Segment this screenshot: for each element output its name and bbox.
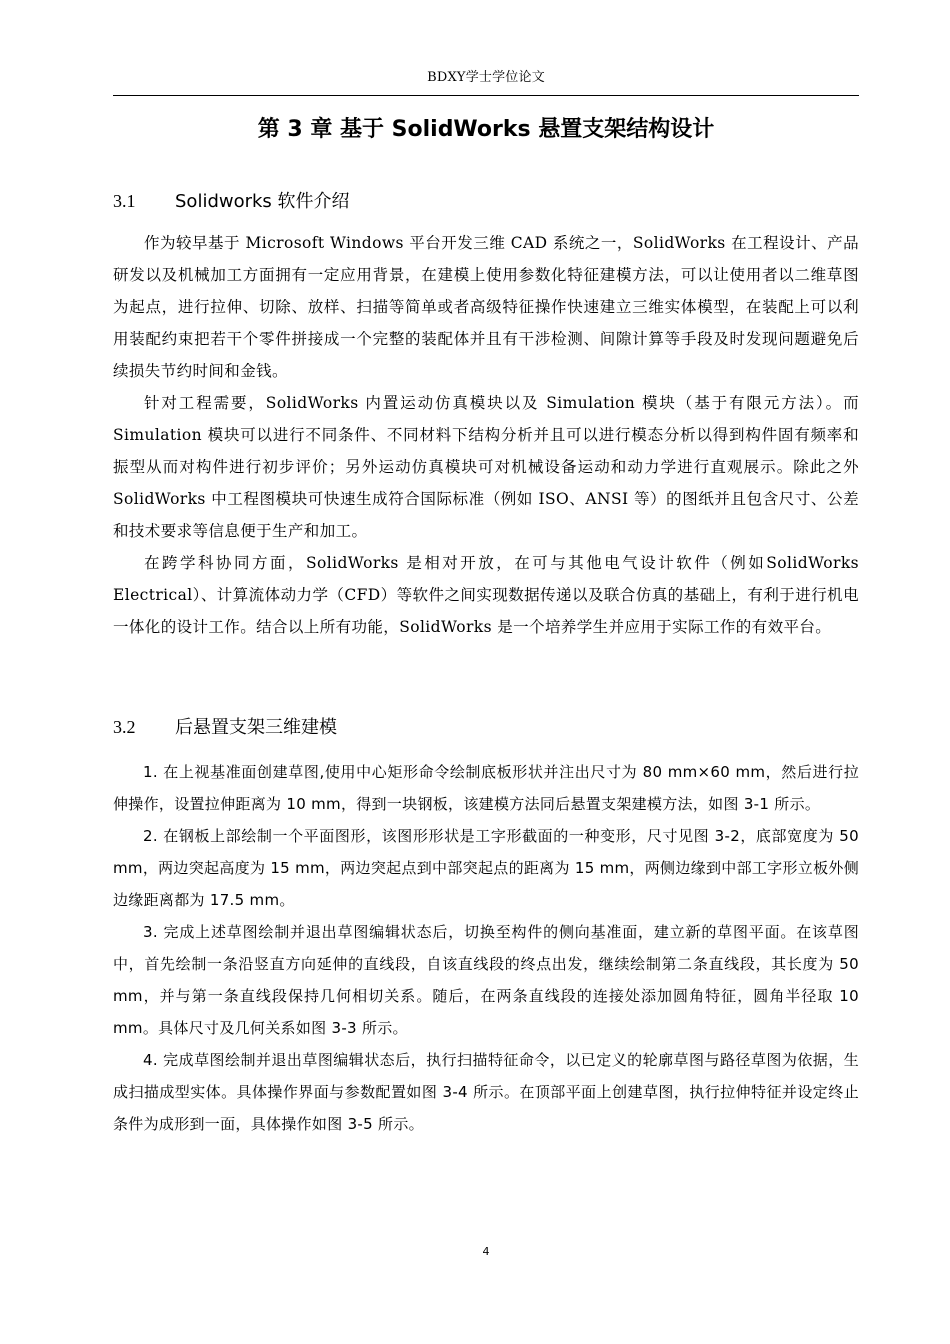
paragraph: 在跨学科协同方面，SolidWorks 是相对开放，在可与其他电气设计软件（例如SolidWorks Electrical）、计算流体动力学（CFD）等软件之间实现数据传递以及联合仿真的基础上，有利于进行机电一体化的设计工作。结合以上所有功能，SolidWorks 是一个培养学生并应用于实际工作的有效平台。 xyxy=(113,554,859,636)
page-number: 4 xyxy=(482,1245,490,1258)
section-heading-3-2 xyxy=(113,713,859,742)
step-paragraph: 4. 完成草图绘制并退出草图编辑状态后，执行扫描特征命令，以已定义的轮廓草图与路径草图为依据，生成扫描成型实体。具体操作界面与参数配置如图 3-4 所示。在顶部平面上创建草图，执行拉伸特征并设定终止条件为成形到一面，具体操作如图 3-5 所示。 xyxy=(113,1051,859,1133)
chapter-title: 第 3 章 基于 SolidWorks 悬置支架结构设计 xyxy=(257,117,715,142)
paragraph: 作为较早基于 Microsoft Windows 平台开发三维 CAD 系统之一，SolidWorks 在工程设计、产品研发以及机械加工方面拥有一定应用背景，在建模上使用参数化特征建模方法，可以让使用者以二维草图为起点，进行拉伸、切除、放样、扫描等简单或者高级特征操作快速建立三维实体模型，在装配上可以利用装配约束把若干个零件拼接成一个完整的装配体并且有干涉检测、间隙计算等手段及时发现问题避免后续损失节约时间和金钱。 xyxy=(113,234,859,380)
section-3-2-body xyxy=(113,756,859,1140)
step-paragraph: 2. 在钢板上部绘制一个平面图形，该图形形状是工字形截面的一种变形，尺寸见图 3-2，底部宽度为 50 mm，两边突起高度为 15 mm，两边突起点到中部突起点的距离为 15 mm，两侧边缘到中部工字形立板外侧边缘距离都为 17.5 mm。 xyxy=(113,827,859,909)
section-heading-3-1 xyxy=(113,187,859,216)
section-title: 后悬置支架三维建模 xyxy=(175,717,337,738)
section-number: 3.2 xyxy=(113,717,136,737)
header-rule xyxy=(113,95,859,96)
paragraph: 针对工程需要，SolidWorks 内置运动仿真模块以及 Simulation 模块（基于有限元方法）。而 Simulation 模块可以进行不同条件、不同材料下结构分析并且可以进行模态分析以得到构件固有频率和振型从而对构件进行初步评价；另外运动仿真模块可对机械设备运动和动力学进行直观展示。除此之外 SolidWorks 中工程图模块可快速生成符合国际标准（例如 ISO、ANSI 等）的图纸并且包含尺寸、公差和技术要求等信息便于生产和加工。 xyxy=(113,394,859,540)
running-header: BDXY学士学位论文 xyxy=(427,70,545,85)
step-paragraph: 1. 在上视基准面创建草图,使用中心矩形命令绘制底板形状并注出尺寸为 80 mm×60 mm，然后进行拉伸操作，设置拉伸距离为 10 mm，得到一块钢板，该建模方法同后悬置支架建模方法，如图 3-1 所示。 xyxy=(113,763,859,813)
section-3-1-body xyxy=(113,227,859,643)
section-title: Solidworks 软件介绍 xyxy=(175,191,350,212)
section-number: 3.1 xyxy=(113,191,136,211)
step-paragraph: 3. 完成上述草图绘制并退出草图编辑状态后，切换至构件的侧向基准面，建立新的草图平面。在该草图中，首先绘制一条沿竖直方向延伸的直线段，自该直线段的终点出发，继续绘制第二条直线段，其长度为 50 mm，并与第一条直线段保持几何相切关系。随后，在两条直线段的连接处添加圆角特征，圆角半径取 10 mm。具体尺寸及几何关系如图 3-3 所示。 xyxy=(113,923,859,1037)
